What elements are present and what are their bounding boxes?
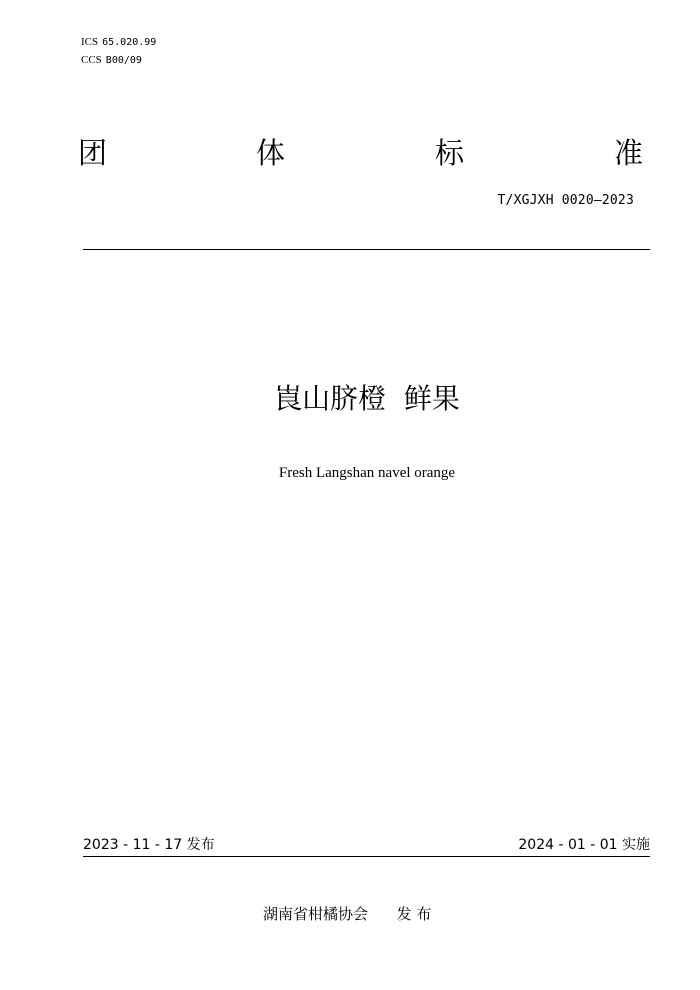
standard-number: T/XGJXH 0020—2023 — [497, 193, 634, 208]
publisher: 湖南省柑橘协会 发 布 — [263, 905, 432, 923]
document-title-chinese: 崀山脐橙 鲜果 — [274, 382, 460, 415]
standard-type-banner — [78, 133, 644, 173]
banner-char-4: 准 — [614, 136, 644, 170]
issue-date: 2023 - 11 - 17 发布 — [83, 837, 215, 853]
ccs-label: CCS — [81, 54, 102, 66]
footer-divider — [83, 856, 650, 857]
ics-code: 65.020.99 — [102, 37, 157, 48]
banner-char-1: 团 — [78, 136, 108, 170]
document-title-english: Fresh Langshan navel orange — [278, 465, 456, 481]
ccs-code: B00/09 — [105, 55, 142, 66]
banner-char-2: 体 — [256, 136, 286, 170]
implementation-date: 2024 - 01 - 01 实施 — [518, 837, 650, 853]
header-divider — [83, 249, 650, 250]
banner-char-3: 标 — [435, 136, 465, 170]
ics-classification — [81, 33, 156, 52]
ccs-classification — [81, 51, 142, 70]
ics-label: ICS — [81, 36, 99, 48]
